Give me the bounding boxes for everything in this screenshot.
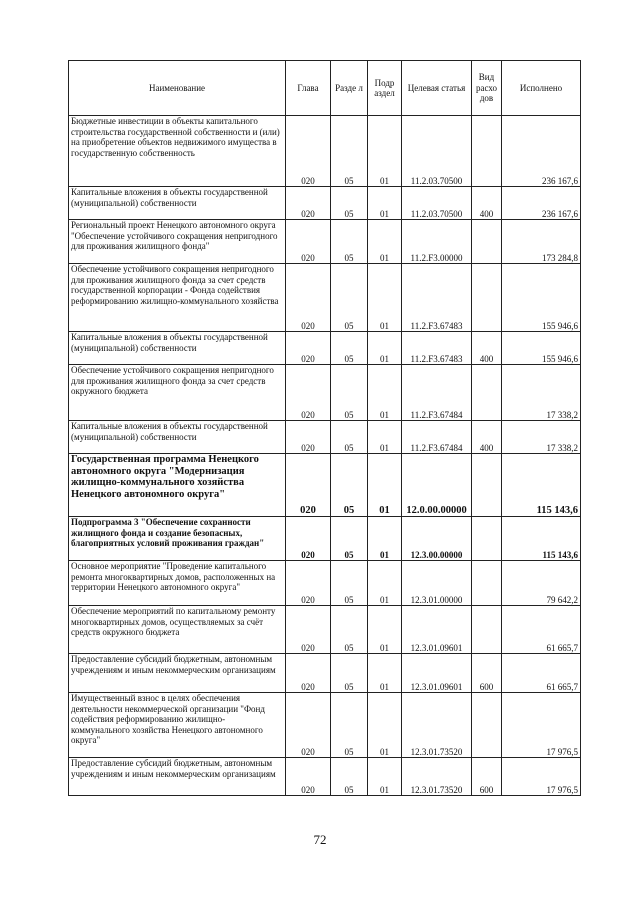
row-subsection: 01 bbox=[368, 561, 402, 606]
header-target: Целевая статья bbox=[402, 61, 472, 116]
row-subsection: 01 bbox=[368, 693, 402, 758]
row-amount: 155 946,6 bbox=[502, 332, 581, 365]
row-subsection: 01 bbox=[368, 758, 402, 796]
budget-execution-table bbox=[68, 60, 581, 796]
header-chapter: Глава bbox=[286, 61, 331, 116]
row-section: 05 bbox=[331, 561, 368, 606]
row-target: 12.0.00.00000 bbox=[402, 454, 472, 517]
row-chapter: 020 bbox=[286, 365, 331, 421]
row-section: 05 bbox=[331, 116, 368, 187]
row-name: Государственная программа Ненецкого автономного округа "Модернизация жилищно-коммунального хозяйства Ненецкого автономного округа" bbox=[69, 454, 286, 517]
row-chapter: 020 bbox=[286, 187, 331, 220]
row-name: Капитальные вложения в объекты государственной (муниципальной) собственности bbox=[69, 187, 286, 220]
row-type bbox=[472, 561, 502, 606]
row-amount: 17 976,5 bbox=[502, 758, 581, 796]
row-target: 11.2.F3.67484 bbox=[402, 421, 472, 454]
row-name: Обеспечение устойчивого сокращения непригодного для проживания жилищного фонда за счет средств государственной корпорации - Фонда содействия реформированию жилищно-коммунального хозяйства bbox=[69, 264, 286, 332]
row-type: 400 bbox=[472, 187, 502, 220]
row-section: 05 bbox=[331, 264, 368, 332]
row-target: 12.3.01.09601 bbox=[402, 606, 472, 654]
row-name: Капитальные вложения в объекты государственной (муниципальной) собственности bbox=[69, 332, 286, 365]
row-section: 05 bbox=[331, 517, 368, 561]
row-type bbox=[472, 454, 502, 517]
table-header-row bbox=[69, 61, 581, 116]
table-row bbox=[69, 365, 581, 421]
row-section: 05 bbox=[331, 187, 368, 220]
row-chapter: 020 bbox=[286, 654, 331, 693]
row-target: 12.3.01.73520 bbox=[402, 758, 472, 796]
row-amount: 236 167,6 bbox=[502, 116, 581, 187]
table-row bbox=[69, 116, 581, 187]
row-subsection: 01 bbox=[368, 264, 402, 332]
row-section: 05 bbox=[331, 421, 368, 454]
row-type bbox=[472, 220, 502, 264]
table-row bbox=[69, 606, 581, 654]
row-name: Капитальные вложения в объекты государственной (муниципальной) собственности bbox=[69, 421, 286, 454]
row-type: 400 bbox=[472, 332, 502, 365]
row-type: 600 bbox=[472, 654, 502, 693]
row-target: 12.3.01.09601 bbox=[402, 654, 472, 693]
row-subsection: 01 bbox=[368, 220, 402, 264]
row-name: Предоставление субсидий бюджетным, автономным учреждениям и иным некоммерческим организациям bbox=[69, 758, 286, 796]
row-target: 11.2.F3.67483 bbox=[402, 264, 472, 332]
row-amount: 61 665,7 bbox=[502, 606, 581, 654]
row-target: 11.2.F3.67484 bbox=[402, 365, 472, 421]
row-subsection: 01 bbox=[368, 365, 402, 421]
row-name: Бюджетные инвестиции в объекты капитального строительства государственной собственности и (или) на приобретение объектов недвижимого имущества в государственную собственность bbox=[69, 116, 286, 187]
row-type bbox=[472, 264, 502, 332]
row-subsection: 01 bbox=[368, 116, 402, 187]
row-amount: 236 167,6 bbox=[502, 187, 581, 220]
row-section: 05 bbox=[331, 606, 368, 654]
row-chapter: 020 bbox=[286, 116, 331, 187]
row-amount: 155 946,6 bbox=[502, 264, 581, 332]
row-type bbox=[472, 606, 502, 654]
row-target: 11.2.F3.00000 bbox=[402, 220, 472, 264]
table-row bbox=[69, 561, 581, 606]
table-row bbox=[69, 421, 581, 454]
row-type bbox=[472, 365, 502, 421]
row-name: Обеспечение мероприятий по капитальному ремонту многоквартирных домов, осуществляемых за счёт средств окружного бюджета bbox=[69, 606, 286, 654]
table-row bbox=[69, 187, 581, 220]
row-name: Основное мероприятие "Проведение капитального ремонта многоквартирных домов, расположенных на территории Ненецкого автономного округа" bbox=[69, 561, 286, 606]
table-row bbox=[69, 332, 581, 365]
row-section: 05 bbox=[331, 365, 368, 421]
table-row bbox=[69, 758, 581, 796]
row-type bbox=[472, 693, 502, 758]
row-name: Имущественный взнос в целях обеспечения деятельности некоммерческой организации "Фонд содействия реформированию жилищно-коммунального хозяйства Ненецкого автономного округа" bbox=[69, 693, 286, 758]
row-chapter: 020 bbox=[286, 332, 331, 365]
row-type bbox=[472, 116, 502, 187]
table-row-subprogram bbox=[69, 517, 581, 561]
header-expense-type: Вид расхо дов bbox=[472, 61, 502, 116]
row-target: 12.3.00.00000 bbox=[402, 517, 472, 561]
table-row bbox=[69, 220, 581, 264]
table-row bbox=[69, 654, 581, 693]
row-name: Региональный проект Ненецкого автономного округа "Обеспечение устойчивого сокращения непригодного для проживания жилищного фонда" bbox=[69, 220, 286, 264]
row-subsection: 01 bbox=[368, 606, 402, 654]
row-amount: 17 976,5 bbox=[502, 693, 581, 758]
row-chapter: 020 bbox=[286, 517, 331, 561]
row-subsection: 01 bbox=[368, 454, 402, 517]
row-chapter: 020 bbox=[286, 454, 331, 517]
row-chapter: 020 bbox=[286, 693, 331, 758]
row-target: 11.2.03.70500 bbox=[402, 116, 472, 187]
header-section: Разде л bbox=[331, 61, 368, 116]
row-section: 05 bbox=[331, 332, 368, 365]
row-chapter: 020 bbox=[286, 220, 331, 264]
row-type: 400 bbox=[472, 421, 502, 454]
row-subsection: 01 bbox=[368, 517, 402, 561]
row-target: 11.2.03.70500 bbox=[402, 187, 472, 220]
table-row bbox=[69, 264, 581, 332]
row-subsection: 01 bbox=[368, 187, 402, 220]
row-section: 05 bbox=[331, 454, 368, 517]
row-chapter: 020 bbox=[286, 758, 331, 796]
row-type: 600 bbox=[472, 758, 502, 796]
row-name: Подпрограмма 3 "Обеспечение сохранности жилищного фонда и создание безопасных, благоприятных условий проживания граждан" bbox=[69, 517, 286, 561]
row-target: 11.2.F3.67483 bbox=[402, 332, 472, 365]
row-amount: 79 642,2 bbox=[502, 561, 581, 606]
table-row-program bbox=[69, 454, 581, 517]
row-target: 12.3.01.73520 bbox=[402, 693, 472, 758]
row-amount: 115 143,6 bbox=[502, 517, 581, 561]
row-chapter: 020 bbox=[286, 421, 331, 454]
header-executed: Исполнено bbox=[502, 61, 581, 116]
row-section: 05 bbox=[331, 654, 368, 693]
page-number: 72 bbox=[313, 832, 327, 847]
row-section: 05 bbox=[331, 693, 368, 758]
row-chapter: 020 bbox=[286, 561, 331, 606]
row-name: Предоставление субсидий бюджетным, автономным учреждениям и иным некоммерческим организациям bbox=[69, 654, 286, 693]
row-subsection: 01 bbox=[368, 654, 402, 693]
row-section: 05 bbox=[331, 220, 368, 264]
row-chapter: 020 bbox=[286, 264, 331, 332]
row-amount: 173 284,8 bbox=[502, 220, 581, 264]
row-subsection: 01 bbox=[368, 421, 402, 454]
table-row bbox=[69, 693, 581, 758]
row-section: 05 bbox=[331, 758, 368, 796]
row-amount: 17 338,2 bbox=[502, 365, 581, 421]
header-subsection: Подр аздел bbox=[368, 61, 402, 116]
row-subsection: 01 bbox=[368, 332, 402, 365]
row-target: 12.3.01.00000 bbox=[402, 561, 472, 606]
row-amount: 61 665,7 bbox=[502, 654, 581, 693]
row-amount: 115 143,6 bbox=[502, 454, 581, 517]
row-type bbox=[472, 517, 502, 561]
row-amount: 17 338,2 bbox=[502, 421, 581, 454]
row-name: Обеспечение устойчивого сокращения непригодного для проживания жилищного фонда за счет средств окружного бюджета bbox=[69, 365, 286, 421]
header-name: Наименование bbox=[69, 61, 286, 116]
row-chapter: 020 bbox=[286, 606, 331, 654]
